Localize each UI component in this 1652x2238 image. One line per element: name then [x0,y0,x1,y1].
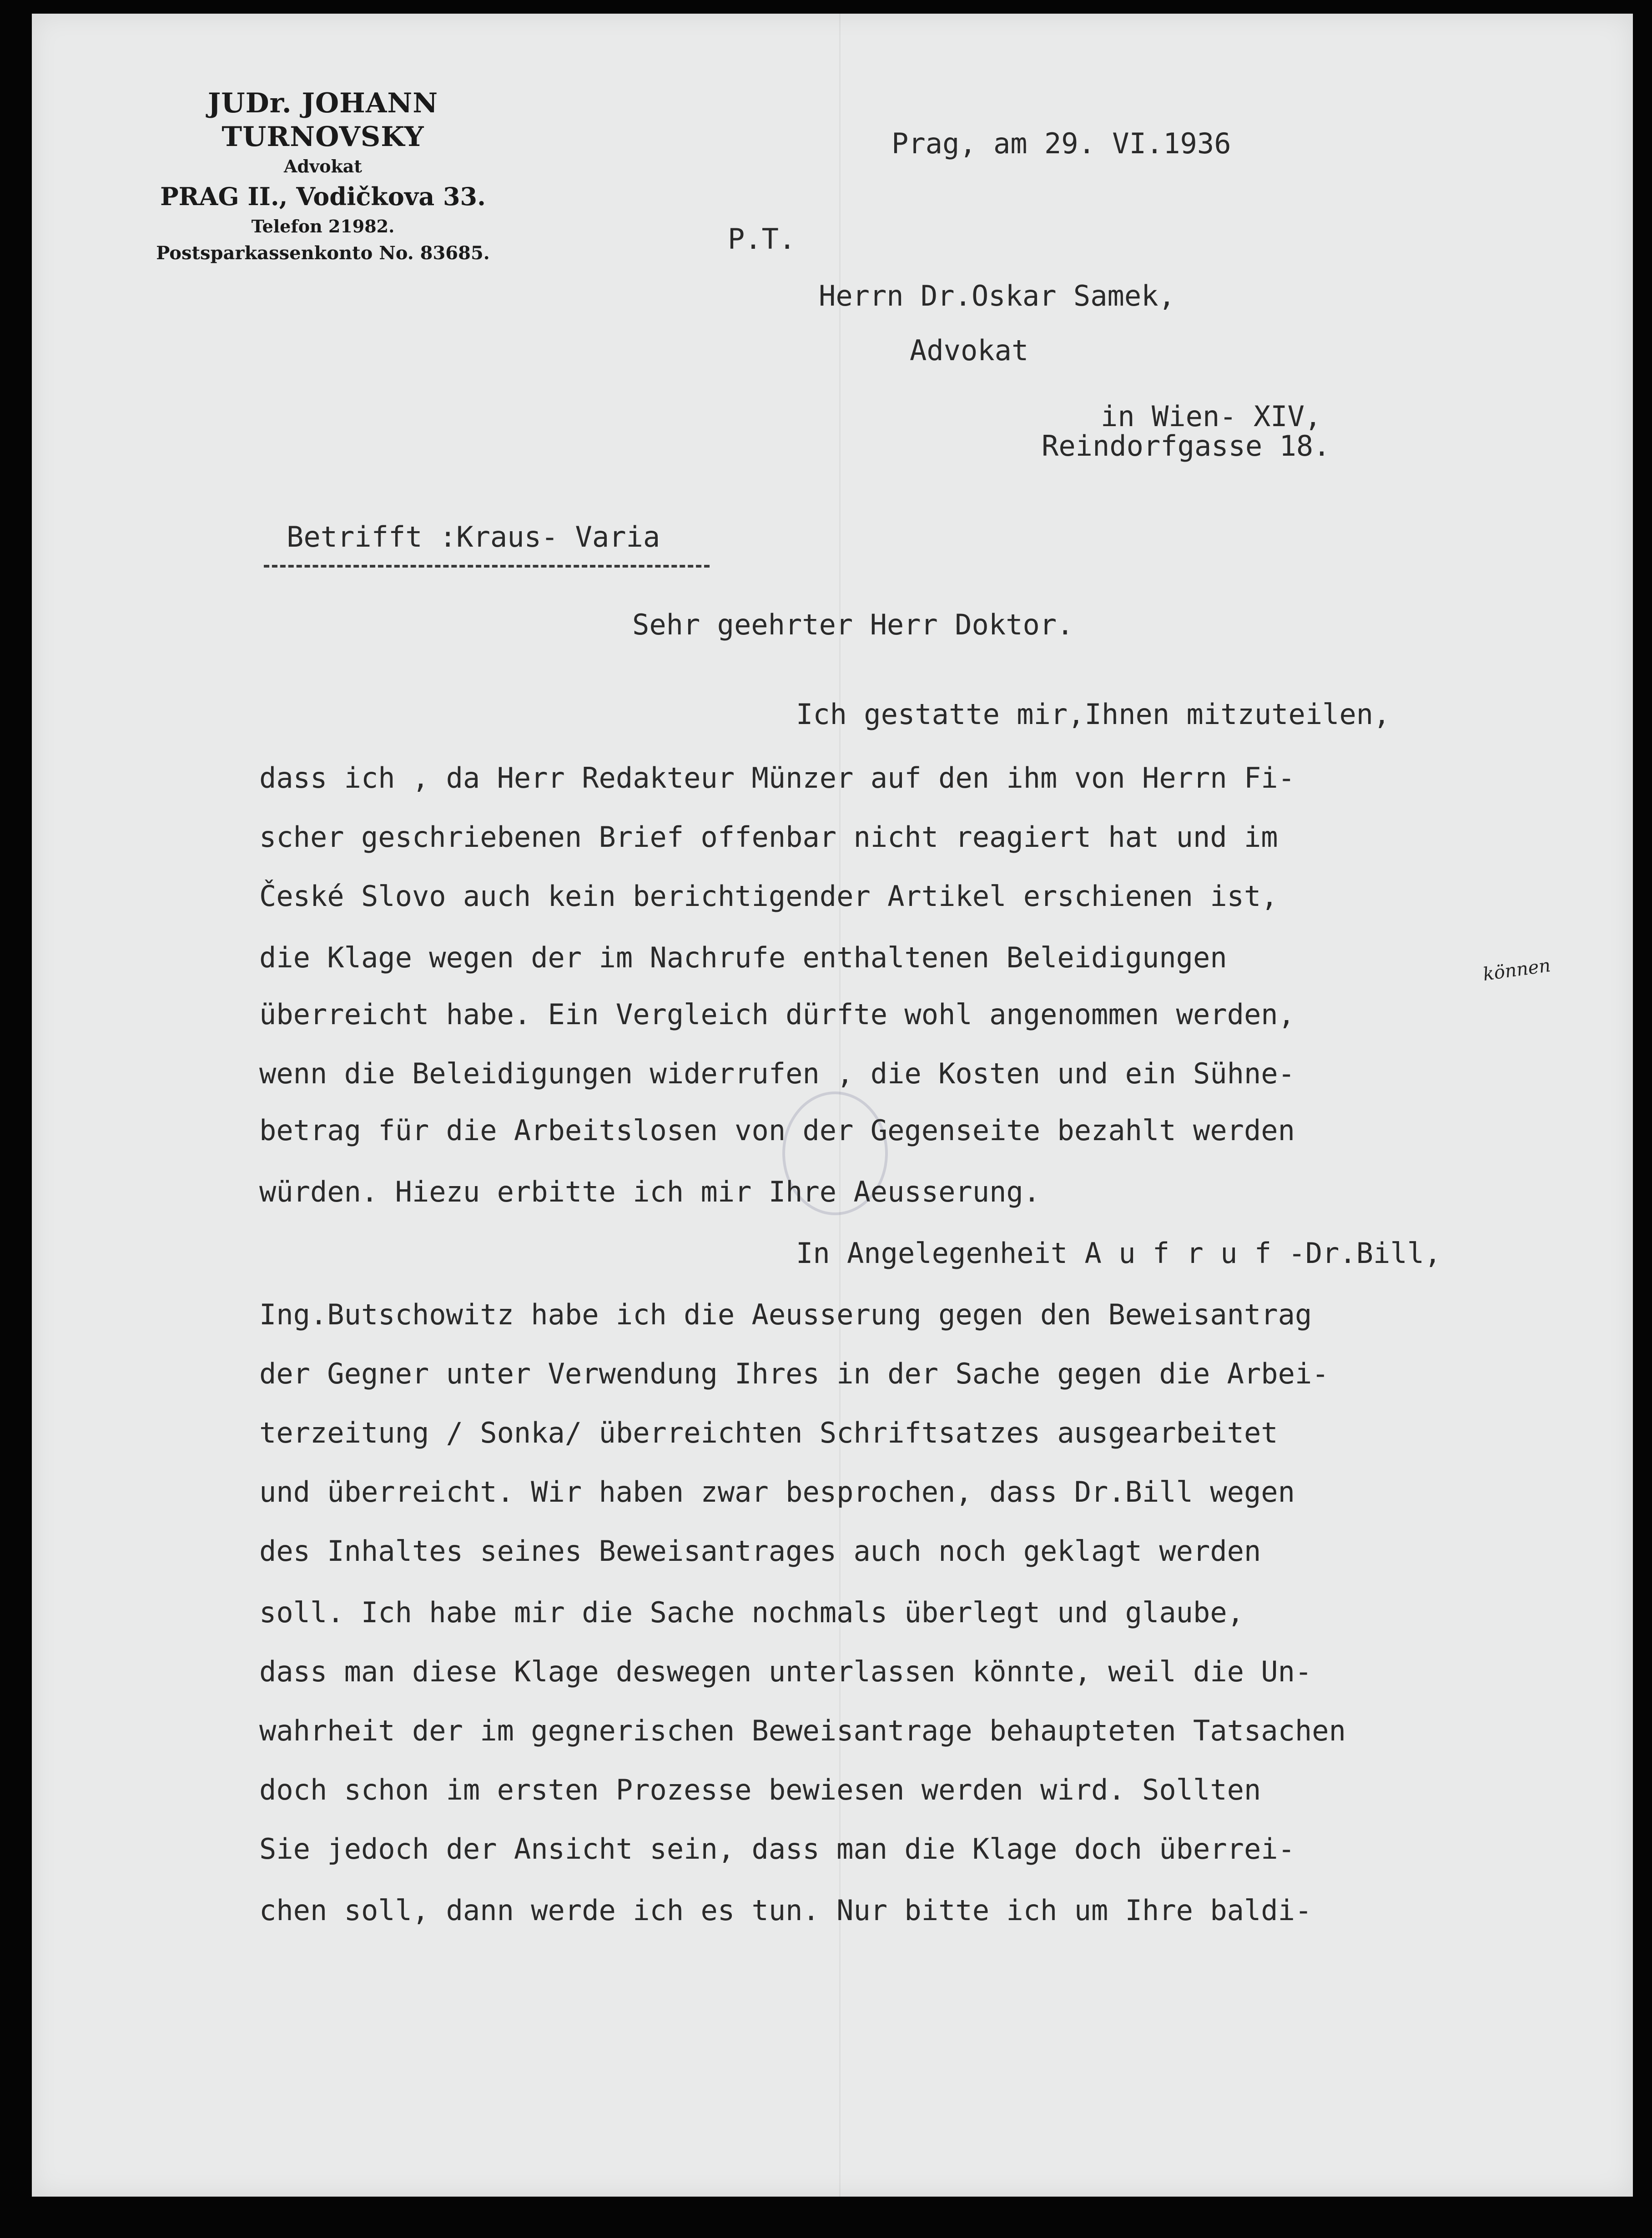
body-line: terzeitung / Sonka/ überreichten Schriftsatzes ausgearbeitet [259,1416,1278,1449]
body-line: dass ich , da Herr Redakteur Münzer auf den ihm von Herrn Fi- [259,761,1295,795]
salutation: Sehr geehrter Herr Doktor. [632,608,1074,641]
body-line: scher geschriebenen Brief offenbar nicht reagiert hat und im [259,820,1278,854]
body-line: soll. Ich habe mir die Sache nochmals überlegt und glaube, [259,1596,1244,1629]
body-line: wahrheit der im gegnerischen Beweisantrage behaupteten Tatsachen [259,1714,1346,1747]
recipient-profession: Advokat [910,334,1029,367]
handwritten-note: können [1481,955,1552,986]
body-line: dass man diese Klage deswegen unterlassen könnte, weil die Un- [259,1655,1312,1688]
body-line: würden. Hiezu erbitte ich mir Ihre Aeusserung. [259,1175,1041,1208]
body-line: überreicht habe. Ein Vergleich dürfte wohl angenommen werden, [259,998,1295,1031]
recipient-street: Reindorfgasse 18. [1042,429,1330,463]
letterhead-name: JUDr. JOHANN TURNOVSKY [207,87,438,153]
body-line: In Angelegenheit A u f r u f -Dr.Bill, [796,1237,1441,1270]
body-line: der Gegner unter Verwendung Ihres in der Sache gegen die Arbei- [259,1357,1329,1390]
subject-underline [264,565,710,568]
letterhead-title: Advokat [284,156,362,176]
body-line: doch schon im ersten Prozesse bewiesen werden wird. Sollten [259,1773,1261,1806]
letterhead-address: PRAG II., Vodičkova 33. [160,182,486,211]
recipient-name: Herrn Dr.Oskar Samek, [819,279,1175,312]
letter-date: Prag, am 29. VI.1936 [891,127,1231,160]
body-line: Sie jedoch der Ansicht sein, dass man die Klage doch überrei- [259,1832,1295,1866]
body-line: des Inhaltes seines Beweisantrages auch noch geklagt werden [259,1534,1261,1568]
body-line: Ich gestatte mir,Ihnen mitzuteilen, [796,698,1390,731]
body-line: wenn die Beleidigungen widerrufen , die Kosten und ein Sühne- [259,1057,1295,1090]
letterhead [118,86,528,267]
letterhead-phone: Telefon 21982. [251,216,395,236]
body-line: Ing.Butschowitz habe ich die Aeusserung gegen den Beweisantrag [259,1298,1312,1331]
body-line: und überreicht. Wir haben zwar besprochen, dass Dr.Bill wegen [259,1475,1295,1509]
body-line: České Slovo auch kein berichtigender Artikel erschienen ist, [259,880,1278,913]
recipient-city: in Wien- XIV, [1101,400,1322,433]
body-line: die Klage wegen der im Nachrufe enthaltenen Beleidigungen [259,941,1227,974]
body-line: betrag für die Arbeitslosen von der Gegenseite bezahlt werden [259,1114,1295,1147]
recipient-prefix: P.T. [728,222,796,256]
subject-line: Betrifft :Kraus- Varia [287,520,660,553]
body-line: chen soll, dann werde ich es tun. Nur bitte ich um Ihre baldi- [259,1894,1312,1927]
letterhead-account: Postsparkassenkonto No. 83685. [156,242,490,264]
